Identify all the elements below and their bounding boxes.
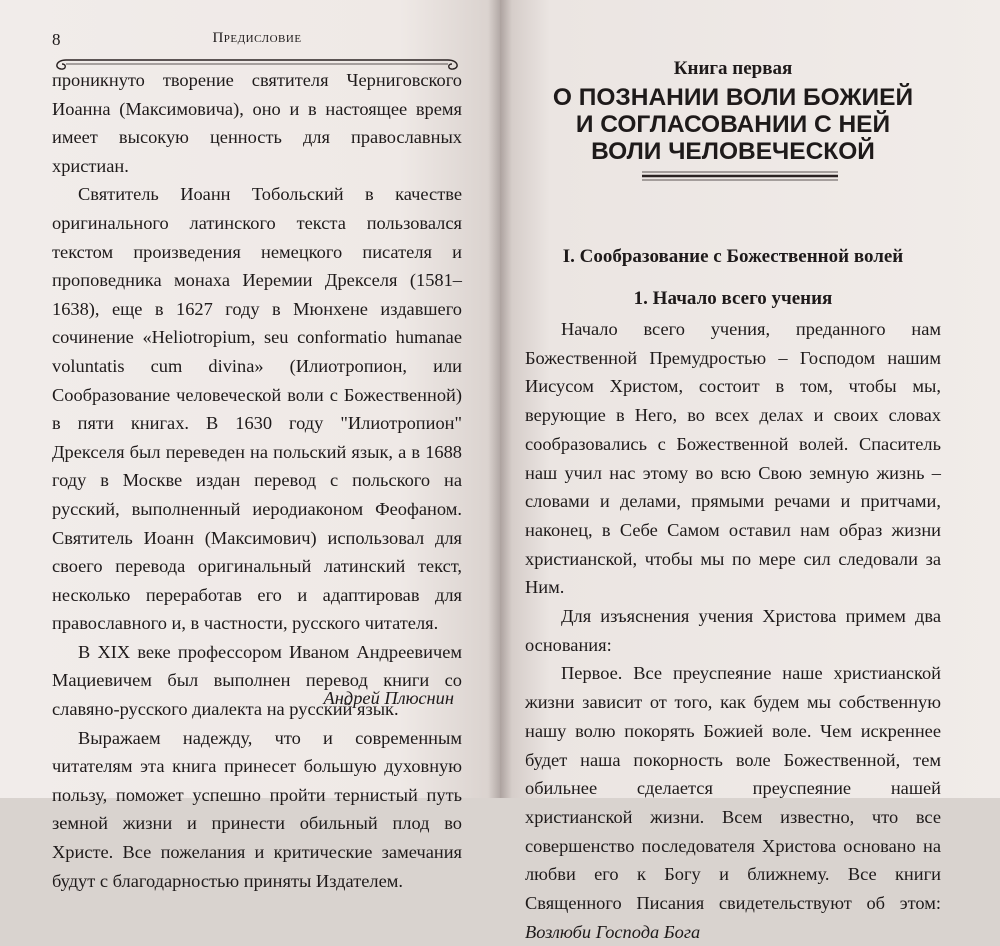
paragraph [525, 659, 941, 946]
book-label: Книга первая [673, 58, 793, 79]
author-signature: Андрей Плюснин [323, 688, 454, 708]
paragraph-text: Первое. Все преуспеяние наше христианской жизни зависит от того, как будем мы собственную нашу волю покорять Божией воле. Чем искреннее будет наша покорность воле Божественной, тем обильнее сделается преуспеяние нашей христианской жизни. Всем известно, что все совершенство последователя Христова основано на любви его к Богу и ближнему. Все книги Священного Писания свидетельствуют об этом: [525, 663, 941, 914]
paragraph: Святитель Иоанн Тобольский в качестве оригинального латинского текста пользовался текстом произведения немецкого писателя и проповедника монаха Иеремии Дрекселя (1581–1638), еще в 1627 году в Мюнхене издавшего сочинение «Heliotropium, seu conformatio humanae voluntatis cum divina» (Илиотропион, или Сообразование человеческой воли с Божественной) в пяти книгах. В 1630 году "Илиотропион" Дрекселя был переведен на польский язык, а в 1688 году в Москве издан перевод с польского на русский, выполненный иеродиаконом Феофаном. Святитель Иоанн (Максимович) использовал для своего перевода оригинальный латинский текст, несколько переработав его и адаптировав для православного и, в частности, русского читателя. [52, 184, 462, 634]
book-title-line: О ПОЗНАНИИ ВОЛИ БОЖИЕЙ [552, 84, 914, 111]
book-title [525, 84, 941, 165]
section-title: I. Сообразование с Божественной волей [562, 246, 904, 267]
scripture-quote: Возлюби Господа Бога [525, 921, 701, 942]
paragraph: В XIX веке профессором Иваном Андреевичем Мациевичем был выполнен перевод книги со славяно-русского диалекта на русский язык. [52, 641, 462, 720]
page-number: 8 [52, 30, 61, 49]
right-body-text [525, 315, 941, 946]
title-ornament-rule [640, 166, 840, 186]
paragraph: Для изъяснения учения Христова примем два основания: [525, 606, 941, 655]
book-title-line: ВОЛИ ЧЕЛОВЕЧЕСКОЙ [591, 138, 875, 165]
left-page [0, 0, 500, 891]
subsection-title: 1. Начало всего учения [633, 288, 833, 309]
running-title: Предисловие [212, 30, 302, 46]
book-gutter-shadow [488, 0, 512, 798]
book-title-line: И СОГЛАСОВАНИИ С НЕЙ [575, 111, 891, 138]
paragraph: Выражаем надежду, что и современным читателям эта книга принесет большую духовную пользу, поможет успешно пройти тернистый путь земной жизни и принести обильный плод во Христе. Все пожелания и критические замечания будут с благодарностью приняты Издателем. [52, 727, 462, 891]
paragraph: проникнуто творение святителя Черниговского Иоанна (Максимовича), оно и в настоящее время имеет высокую ценность для православных христиан. [52, 70, 462, 176]
page-header [52, 26, 462, 70]
left-body-text [52, 66, 462, 895]
paragraph: Начало всего учения, преданного нам Божественной Премудростью – Господом нашим Иисусом Христом, состоит в том, чтобы мы, верующие в Него, во всех делах и своих словах сообразовались с Божественной волей. Спаситель наш учил нас этому во всю Свою земную жизнь – словами и делами, прямыми речами и притчами, наконец, в Себе Самом оставил нам образ жизни христианской, чтобы мы по мере сил следовали за Ним. [525, 319, 941, 598]
